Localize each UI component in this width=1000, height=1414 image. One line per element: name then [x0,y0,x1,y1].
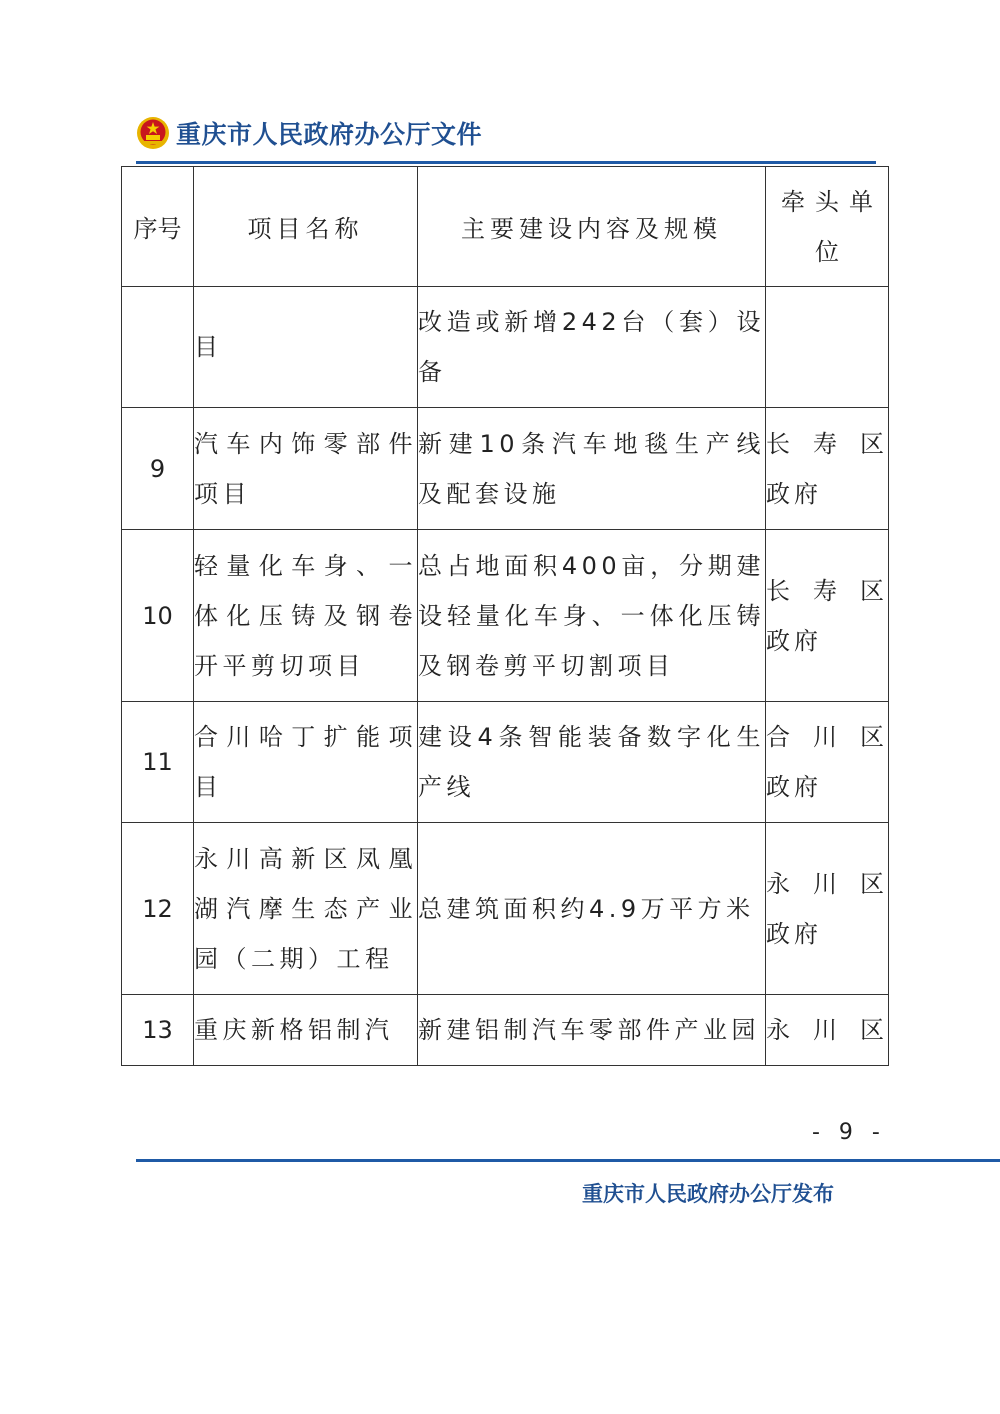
table-row [122,408,889,530]
row-lead-unit [766,702,889,823]
unit-char-2: 川 [813,723,841,751]
unit-char-2: 川 [813,869,841,898]
unit-char-2: 川 [813,1016,841,1044]
project-table [121,166,889,1066]
unit-char-1: 长 [766,429,794,458]
row-project-name: 轻量化车身、一体化压铸及钢卷开平剪切项目 [194,530,418,702]
row-content: 总建筑面积约4.9万平方米 [418,823,766,995]
table-row [122,530,889,702]
unit-char-3: 区 [860,576,888,605]
col-header-name: 项目名称 [194,167,418,287]
row-lead-unit [766,530,889,702]
unit-char-3: 区 [860,1016,888,1044]
row-content: 新建10条汽车地毯生产线及配套设施 [418,408,766,530]
unit-line-2: 政府 [766,479,822,508]
row-no: 12 [122,823,194,995]
header-divider [136,161,876,164]
unit-char-2: 寿 [813,576,841,605]
unit-line-2: 政府 [766,773,822,801]
row-lead-unit [766,287,889,408]
table-row [122,287,889,408]
row-project-name: 合川哈丁扩能项目 [194,702,418,823]
unit-char-3: 区 [860,869,888,898]
row-content: 总占地面积400亩，分期建设轻量化车身、一体化压铸及钢卷剪平切割项目 [418,530,766,702]
row-content: 新建铝制汽车零部件产业园 [418,995,766,1066]
row-no: 11 [122,702,194,823]
col-header-content: 主要建设内容及规模 [418,167,766,287]
table-row [122,823,889,995]
row-project-name: 永川高新区凤凰湖汽摩生态产业园（二期）工程 [194,823,418,995]
row-content: 改造或新增242台（套）设备 [418,287,766,408]
table-row [122,995,889,1066]
unit-line-2: 政府 [766,626,822,655]
row-lead-unit [766,995,889,1066]
unit-char-1: 长 [766,576,794,605]
row-no: 13 [122,995,194,1066]
col-header-unit: 牵头单位 [766,167,889,287]
header-title: 重庆市人民政府办公厅文件 [176,120,483,149]
row-project-name: 目 [194,287,418,408]
national-emblem-icon [136,116,170,150]
row-no: 9 [122,408,194,530]
row-no [122,287,194,408]
page-number: - 9 - [812,1120,886,1145]
unit-char-1: 永 [766,1016,794,1044]
unit-char-1: 合 [766,723,794,751]
row-project-name: 重庆新格铝制汽 [194,995,418,1066]
footer-publisher: 重庆市人民政府办公厅发布 [582,1181,834,1206]
unit-line-2: 政府 [766,919,822,948]
row-lead-unit [766,408,889,530]
footer-divider [136,1159,1000,1162]
row-project-name: 汽车内饰零部件项目 [194,408,418,530]
unit-char-3: 区 [860,429,888,458]
table-header-row [122,167,889,287]
unit-char-2: 寿 [813,429,841,458]
col-header-no: 序号 [122,167,194,287]
row-content: 建设4条智能装备数字化生产线 [418,702,766,823]
row-no: 10 [122,530,194,702]
unit-char-1: 永 [766,869,794,898]
document-header [136,110,482,156]
row-lead-unit [766,823,889,995]
unit-char-3: 区 [860,723,888,751]
table-row [122,702,889,823]
